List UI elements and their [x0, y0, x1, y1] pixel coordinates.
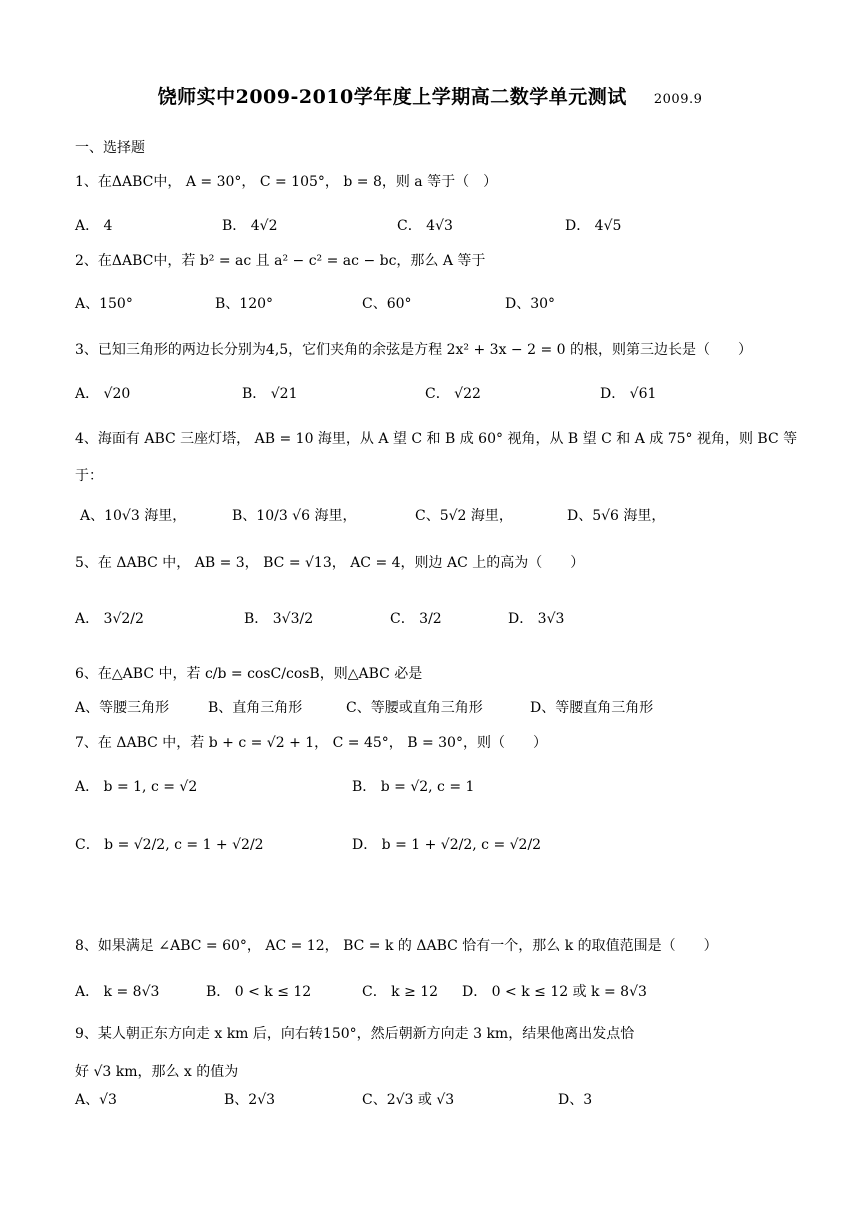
q4-option-c: C、5√2 海里， — [415, 508, 513, 524]
q9-option-a: A、√3 — [75, 1092, 117, 1108]
q2-option-a: A、150° — [75, 296, 133, 312]
question-7-stem: 7、在 ΔABC 中，若 b + c = √2 + 1， C = 45°， B = 30°，则（ ） — [75, 735, 547, 751]
q3-option-c: C． √22 — [425, 386, 481, 402]
q2-option-c: C、60° — [362, 296, 412, 312]
q8-option-d: D． 0 < k ≤ 12 或 k = 8√3 — [462, 984, 647, 1000]
q7-option-a: A． b = 1, c = √2 — [75, 779, 198, 795]
q5-option-a: A． 3√2/2 — [75, 611, 144, 627]
q8-option-a: A． k = 8√3 — [75, 984, 160, 1000]
q8-option-c: C． k ≥ 12 — [362, 984, 439, 1000]
q7-option-d: D． b = 1 + √2/2, c = √2/2 — [352, 837, 542, 853]
title-date: 2009.9 — [653, 92, 703, 107]
q6-option-a: A、等腰三角形 — [75, 700, 170, 716]
q9-option-d: D、3 — [558, 1092, 593, 1108]
q3-option-b: B． √21 — [242, 386, 298, 402]
question-8-stem: 8、如果满足 ∠ABC = 60°， AC = 12， BC = k 的 ΔABC 恰有一个，那么 k 的取值范围是（ ） — [75, 938, 718, 954]
q2-option-b: B、120° — [215, 296, 274, 312]
q9-option-b: B、2√3 — [224, 1092, 276, 1108]
question-5-stem: 5、在 ΔABC 中， AB = 3， BC = √13， AC = 4，则边 AC 上的高为（ ） — [75, 555, 585, 571]
q6-option-c: C、等腰或直角三角形 — [346, 700, 483, 716]
title-text: 饶师实中2009-2010学年度上学期高二数学单元测试 — [157, 86, 627, 108]
section-heading: 一、选择题 — [75, 140, 145, 156]
q4-option-a: A、10√3 海里， — [80, 508, 187, 524]
q9-option-c: C、2√3 或 √3 — [362, 1092, 455, 1108]
question-1-stem: 1、在ΔABC中， A = 30°， C = 105°， b = 8，则 a 等于（ ） — [75, 174, 498, 190]
question-2-stem: 2、在ΔABC中，若 b² = ac 且 a² − c² = ac − bc，那么 A 等于 — [75, 253, 486, 269]
q3-option-a: A． √20 — [75, 386, 131, 402]
question-9-stem: 9、某人朝正东方向走 x km 后，向右转150°，然后朝新方向走 3 km，结果他离出发点恰 — [75, 1026, 635, 1042]
q7-option-b: B． b = √2, c = 1 — [352, 779, 475, 795]
question-6-stem: 6、在△ABC 中，若 c/b = cosC/cosB，则△ABC 必是 — [75, 666, 423, 682]
q7-option-c: C． b = √2/2, c = 1 + √2/2 — [75, 837, 264, 853]
q4-option-d: D、5√6 海里， — [567, 508, 666, 524]
q1-option-d: D． 4√5 — [565, 218, 622, 234]
question-4-stem-cont: 于： — [75, 468, 103, 484]
question-4-stem: 4、海面有 ABC 三座灯塔， AB = 10 海里，从 A 望 C 和 B 成 60° 视角，从 B 望 C 和 A 成 75° 视角，则 BC 等 — [75, 431, 798, 447]
q1-option-c: C． 4√3 — [397, 218, 453, 234]
q4-option-b: B、10/3 √6 海里， — [232, 508, 357, 524]
question-3-stem: 3、已知三角形的两边长分别为4,5，它们夹角的余弦是方程 2x² + 3x − 2 = 0 的根，则第三边长是（ ） — [75, 342, 752, 358]
page-title — [0, 82, 860, 109]
q1-option-a: A． 4 — [75, 218, 113, 234]
q5-option-d: D． 3√3 — [508, 611, 565, 627]
q1-option-b: B． 4√2 — [222, 218, 278, 234]
q6-option-d: D、等腰直角三角形 — [530, 700, 654, 716]
q2-option-d: D、30° — [505, 296, 556, 312]
q3-option-d: D． √61 — [600, 386, 657, 402]
q8-option-b: B． 0 < k ≤ 12 — [206, 984, 312, 1000]
q5-option-c: C． 3/2 — [390, 611, 442, 627]
question-9-stem-cont: 好 √3 km，那么 x 的值为 — [75, 1064, 239, 1080]
q6-option-b: B、直角三角形 — [208, 700, 303, 716]
q5-option-b: B． 3√3/2 — [244, 611, 314, 627]
